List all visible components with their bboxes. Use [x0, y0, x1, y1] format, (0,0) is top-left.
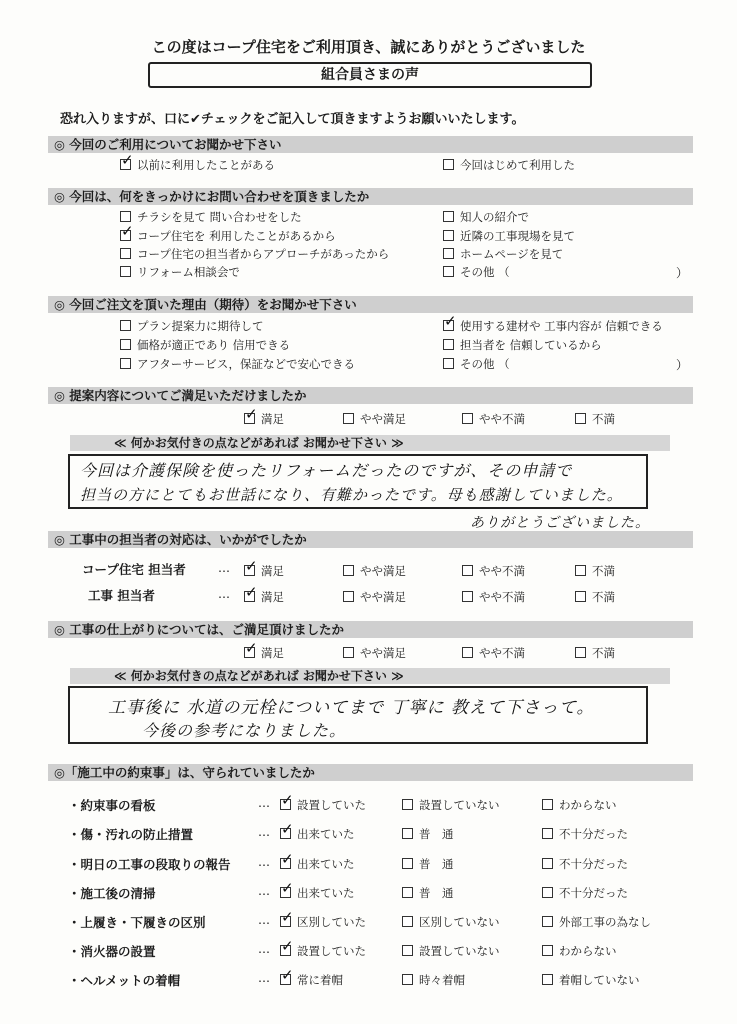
q7-r6-b[interactable]: 時々着帽 — [402, 972, 465, 988]
q2-option-other[interactable]: その他 （ — [443, 264, 510, 280]
q7-r2-c[interactable]: 不十分だった — [542, 856, 628, 872]
q7-r4-c[interactable]: 外部工事の為なし — [542, 914, 651, 930]
q7-r0-c[interactable]: わからない — [542, 797, 617, 813]
q5-construction-satisfied[interactable]: ✓ 満足 — [244, 589, 284, 605]
q6-dissatisfied[interactable]: 不満 — [575, 645, 615, 661]
q6-comment-heading: ≪ 何かお気付きの点などがあれば お聞かせ下さい ≫ — [70, 668, 670, 684]
q5-construction-dissatisfied[interactable]: 不満 — [575, 589, 615, 605]
q2-option-approach[interactable]: コープ住宅の担当者からアプローチがあったから — [120, 246, 389, 262]
q7-r0-a[interactable]: ✓ 設置していた — [280, 797, 366, 813]
q7-r6-a[interactable]: ✓ 常に着帽 — [280, 972, 343, 988]
q7-r5-c[interactable]: わからない — [542, 943, 617, 959]
q1-option-used-before[interactable]: ✓以前に利用したことがある — [120, 157, 275, 173]
q7-r2-a[interactable]: ✓ 出来ていた — [280, 856, 355, 872]
q1-heading: ◎ 今回のご利用についてお聞かせ下さい — [48, 136, 693, 153]
q2-option-homepage[interactable]: ホームページを見て — [443, 246, 563, 262]
leader-dots: … — [218, 587, 230, 601]
q5-coop-somewhat-satisfied[interactable]: やや満足 — [343, 563, 406, 579]
q7-r0-b[interactable]: 設置していない — [402, 797, 500, 813]
q4-dissatisfied[interactable]: 不満 — [575, 411, 615, 427]
q3-option-after-service[interactable]: アフターサービス，保証などで安心できる — [120, 356, 355, 372]
q2-option-flyer[interactable]: チラシを見て 問い合わせをした — [120, 209, 302, 225]
q4-comment-line3: ありがとうございました。 — [470, 515, 650, 531]
q6-somewhat-satisfied[interactable]: やや満足 — [343, 645, 406, 661]
q6-heading: ◎ 工事の仕上がりについては、ご満足頂けましたか — [48, 621, 693, 638]
q5-coop-satisfied[interactable]: ✓ 満足 — [244, 563, 284, 579]
q4-heading: ◎ 提案内容についてご満足いただけましたか — [48, 387, 693, 404]
q5-coop-somewhat-dissatisfied[interactable]: やや不満 — [462, 563, 525, 579]
instruction-text: 恐れ入りますが、口に✔チェックをご記入して頂きますようお願いいたします。 — [60, 112, 525, 127]
q3-heading: ◎ 今回ご注文を頂いた理由（期待）をお聞かせ下さい — [48, 296, 693, 313]
q7-r1-a[interactable]: ✓ 出来ていた — [280, 826, 355, 842]
q4-comment-heading: ≪ 何かお気付きの点などがあれば お聞かせ下さい ≫ — [70, 435, 670, 451]
q3-option-trust-staff[interactable]: 担当者を 信頼しているから — [443, 337, 602, 353]
q3-option-price[interactable]: 価格が適正であり 信用できる — [120, 337, 290, 353]
q4-comment-line1: 今回は介護保険を使ったリフォームだったのですが、その申請で — [80, 461, 573, 480]
q2-option-used-coop[interactable]: ✓コープ住宅を 利用したことがあるから — [120, 228, 336, 244]
q6-comment-line2: 今後の参考になりました。 — [142, 721, 347, 740]
q4-somewhat-dissatisfied[interactable]: やや不満 — [462, 411, 525, 427]
q7-r2-b[interactable]: 普 通 — [402, 856, 454, 872]
q2-option-consultation[interactable]: リフォーム相談会で — [120, 264, 240, 280]
form-subtitle: 組合員さまの声 — [148, 62, 592, 88]
q1-option-first-time[interactable]: 今回はじめて利用した — [443, 157, 575, 173]
q7-r3-b[interactable]: 普 通 — [402, 885, 454, 901]
q2-option-referral[interactable]: 知人の紹介で — [443, 209, 529, 225]
paren-close: ） — [676, 358, 689, 372]
q2-option-nearby-site[interactable]: 近隣の工事現場を見て — [443, 228, 575, 244]
q3-option-other[interactable]: その他 （ — [443, 356, 510, 372]
paren-close: ） — [676, 266, 689, 280]
q7-r1-b[interactable]: 普 通 — [402, 826, 454, 842]
q4-comment-line2: 担当の方にとてもお世話になり、有難かったです。母も感謝していました。 — [80, 486, 623, 504]
q7-r1-c[interactable]: 不十分だった — [542, 826, 628, 842]
checkbox-checked[interactable] — [120, 159, 131, 170]
q4-satisfied[interactable]: ✓満足 — [244, 411, 284, 427]
q5-coop-dissatisfied[interactable]: 不満 — [575, 563, 615, 579]
q7-r4-b[interactable]: 区別していない — [402, 914, 500, 930]
q6-satisfied[interactable]: ✓満足 — [244, 645, 284, 661]
q5-heading: ◎ 工事中の担当者の対応は、いかがでしたか — [48, 531, 693, 548]
q7-r5-b[interactable]: 設置していない — [402, 943, 500, 959]
q7-r3-a[interactable]: ✓ 出来ていた — [280, 885, 355, 901]
leader-dots: … — [218, 561, 230, 575]
q5-row-construction-staff: 工事 担当者 — [88, 588, 155, 603]
q4-somewhat-satisfied[interactable]: やや満足 — [343, 411, 406, 427]
checkbox[interactable] — [443, 159, 454, 170]
q7-r3-c[interactable]: 不十分だった — [542, 885, 628, 901]
q2-heading: ◎ 今回は、何をきっかけにお問い合わせを頂きましたか — [48, 188, 693, 205]
q6-somewhat-dissatisfied[interactable]: やや不満 — [462, 645, 525, 661]
q3-option-plan[interactable]: プラン提案力に期待して — [120, 318, 264, 334]
q5-row-coop-staff: コープ住宅 担当者 — [82, 562, 186, 577]
form-title: この度はコープ住宅をご利用頂き、誠にありがとうございました — [151, 38, 586, 56]
q5-construction-somewhat-dissatisfied[interactable]: やや不満 — [462, 589, 525, 605]
q7-r5-a[interactable]: ✓ 設置していた — [280, 943, 366, 959]
q5-construction-somewhat-satisfied[interactable]: やや満足 — [343, 589, 406, 605]
q7-r6-c[interactable]: 着帽していない — [542, 972, 640, 988]
q6-comment-line1: 工事後に 水道の元栓についてまで 丁寧に 教えて下さって。 — [108, 698, 595, 718]
q7-heading: ◎「施工中の約束事」は、守られていましたか — [48, 764, 693, 781]
q7-r4-a[interactable]: ✓ 区別していた — [280, 914, 366, 930]
q3-option-materials[interactable]: ✓使用する建材や 工事内容が 信頼できる — [443, 318, 663, 334]
